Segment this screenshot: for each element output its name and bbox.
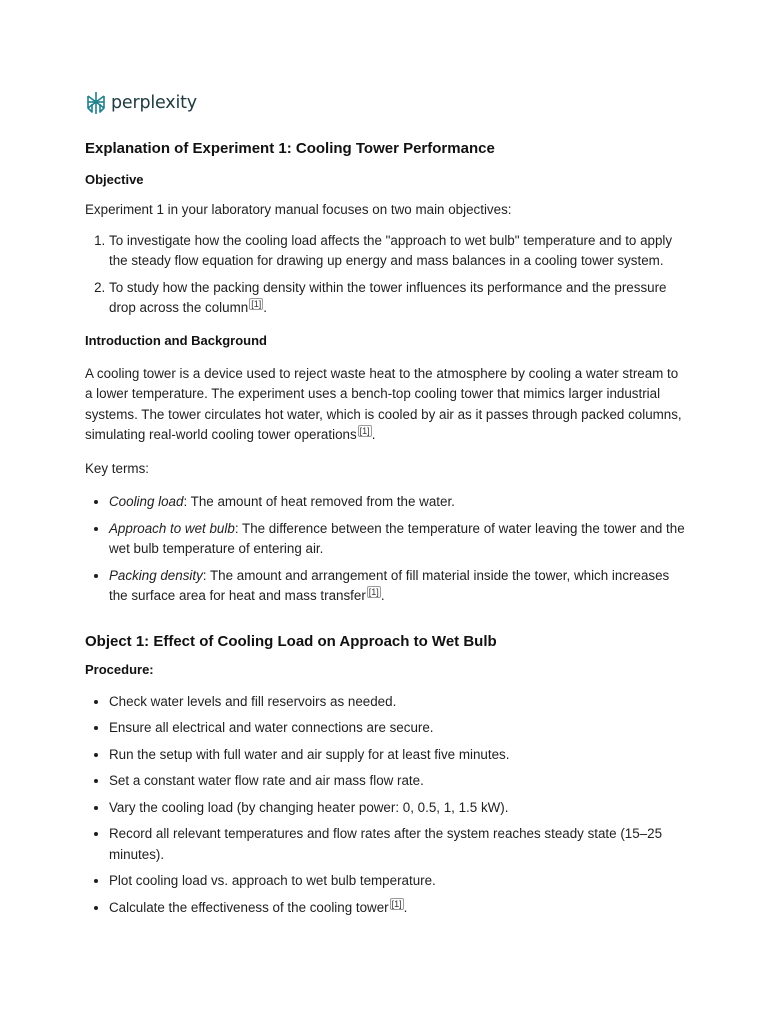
key-terms-list bbox=[85, 492, 685, 607]
procedure-step: • Set a constant water flow rate and air mass flow rate. bbox=[109, 771, 685, 792]
key-term-item: • Packing density: The amount and arrangement of fill material inside the tower, which increases the surface area for heat and mass transfer [1] . bbox=[109, 566, 685, 607]
perplexity-logo-icon bbox=[85, 90, 107, 116]
procedure-label: Procedure: bbox=[85, 661, 154, 677]
citation-link[interactable]: [1] bbox=[368, 587, 379, 597]
procedure-step: • Vary the cooling load (by changing heater power: 0, 0.5, 1, 1.5 kW). bbox=[109, 798, 685, 819]
objective-list bbox=[85, 231, 685, 319]
procedure-list bbox=[85, 692, 685, 919]
objective-intro: Experiment 1 in your laboratory manual focuses on two main objectives: bbox=[85, 202, 512, 217]
key-terms-label: Key terms: bbox=[85, 460, 149, 476]
citation-link[interactable]: [1] bbox=[391, 898, 402, 909]
key-term: Cooling load bbox=[109, 494, 184, 509]
brand-name: perplexity bbox=[111, 93, 197, 113]
citation-link[interactable]: [1] bbox=[251, 299, 262, 309]
document-title: Explanation of Experiment 1: Cooling Tower Performance bbox=[85, 140, 495, 157]
procedure-step: • Plot cooling load vs. approach to wet bulb temperature. bbox=[109, 871, 685, 892]
citation-link[interactable]: [1] bbox=[359, 426, 370, 436]
procedure-step: • Calculate the effectiveness of the cooling tower [1] . bbox=[109, 898, 685, 919]
key-term: Packing density bbox=[109, 567, 203, 583]
key-term-item: • Cooling load: The amount of heat removed from the water. bbox=[109, 492, 685, 513]
brand-logo bbox=[85, 89, 197, 117]
procedure-step: • Record all relevant temperatures and flow rates after the system reaches steady state (15–25 minutes). bbox=[109, 824, 685, 865]
introduction-heading: Introduction and Background bbox=[85, 332, 267, 348]
objective-item: 1. To investigate how the cooling load affects the "approach to wet bulb" temperature and to apply the steady flow equation for drawing up energy and mass balances in a cooling tower system. bbox=[109, 231, 685, 272]
procedure-step: • Run the setup with full water and air supply for at least five minutes. bbox=[109, 745, 685, 766]
object1-heading: Object 1: Effect of Cooling Load on Approach to Wet Bulb bbox=[85, 632, 497, 650]
objective-item: 2. To study how the packing density within the tower influences its performance and the pressure drop across the column [1] . bbox=[109, 278, 685, 319]
procedure-step: • Check water levels and fill reservoirs as needed. bbox=[109, 692, 685, 713]
introduction-paragraph: A cooling tower is a device used to reject waste heat to the atmosphere by cooling a water stream to a lower temperature. The experiment uses a bench-top cooling tower that mimics larger industrial systems. The tower circulates hot water, which is cooled by air as it passes through packed columns, simulating real-world cooling tower operations [1] . bbox=[85, 365, 682, 442]
key-term-item: • Approach to wet bulb: The difference between the temperature of water leaving the tower and the wet bulb temperature of entering air. bbox=[109, 519, 685, 560]
answer-content bbox=[85, 138, 685, 918]
objective-heading: Objective bbox=[85, 172, 144, 187]
procedure-step: • Ensure all electrical and water connections are secure. bbox=[109, 718, 685, 739]
key-term: Approach to wet bulb bbox=[109, 520, 235, 536]
